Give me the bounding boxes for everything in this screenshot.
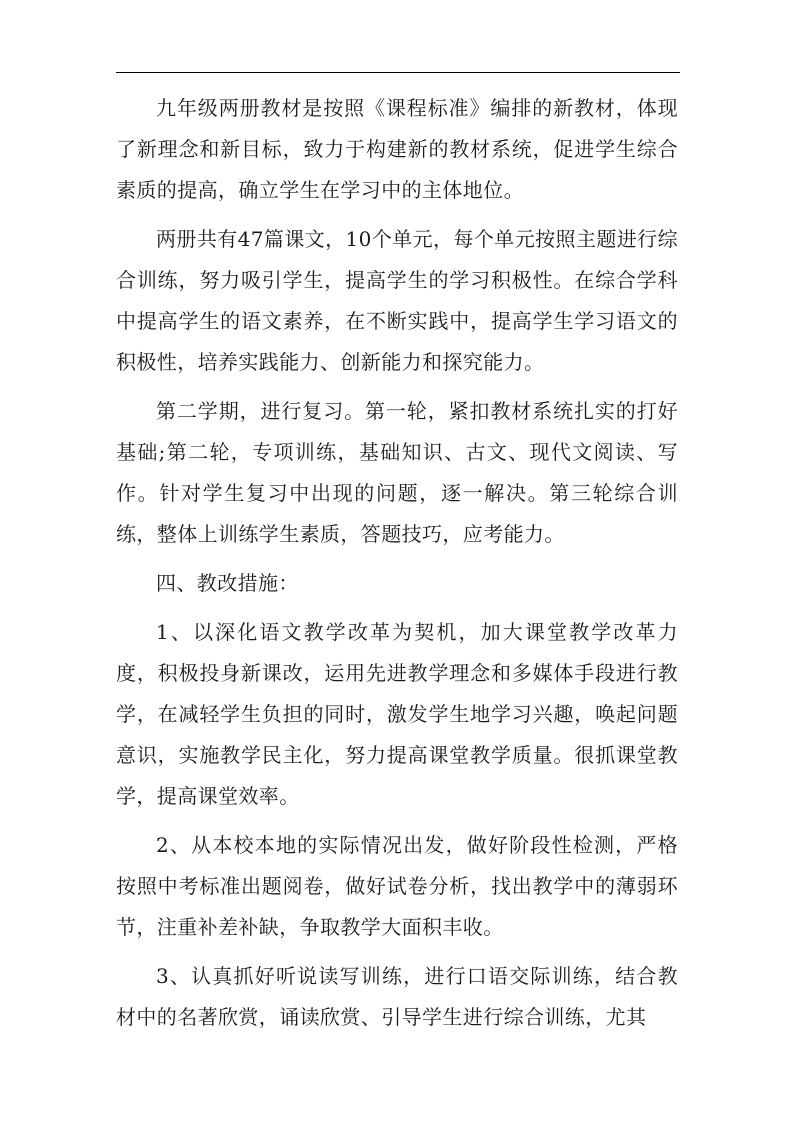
paragraph-measure-3: 3、认真抓好听说读写训练，进行口语交际训练，结合教材中的名著欣赏，诵读欣赏、引导学生进行综合训练，尤其 [116, 964, 678, 1029]
paragraph-measure-2: 2、从本校本地的实际情况出发，做好阶段性检测，严格按照中考标准出题阅卷，做好试卷分析，找出教学中的薄弱环节，注重补差补缺，争取教学大面积丰收。 [116, 833, 678, 939]
paragraph-measure-1: 1、以深化语文教学改革为契机，加大课堂教学改革力度，积极投身新课改，运用先进教学理念和多媒体手段进行教学，在减轻学生负担的同时，激发学生地学习兴趣，唤起问题意识，实施教学民主化，努力提高课堂教学质量。很抓课堂教学，提高课堂效率。 [116, 620, 678, 808]
paragraph-textbook-intro: 九年级两册教材是按照《课程标准》编排的新教材，体现了新理念和新目标，致力于构建新的教材系统，促进学生综合素质的提高，确立学生在学习中的主体地位。 [116, 96, 678, 202]
paragraph-review-plan: 第二学期，进行复习。第一轮，紧扣教材系统扎实的打好基础;第二轮，专项训练，基础知识、古文、现代文阅读、写作。针对学生复习中出现的问题，逐一解决。第三轮综合训练，整体上训练学生素质，答题技巧，应考能力。 [116, 399, 678, 546]
document-body [116, 88, 678, 1038]
paragraph-units: 两册共有47篇课文，10个单元，每个单元按照主题进行综合训练，努力吸引学生，提高学生的学习积极性。在综合学科中提高学生的语文素养，在不断实践中，提高学生学习语文的积极性，培养实践能力、创新能力和探究能力。 [116, 227, 678, 374]
header-rule [116, 72, 680, 73]
section-heading-reform-measures: 四、教改措施： [156, 571, 299, 595]
